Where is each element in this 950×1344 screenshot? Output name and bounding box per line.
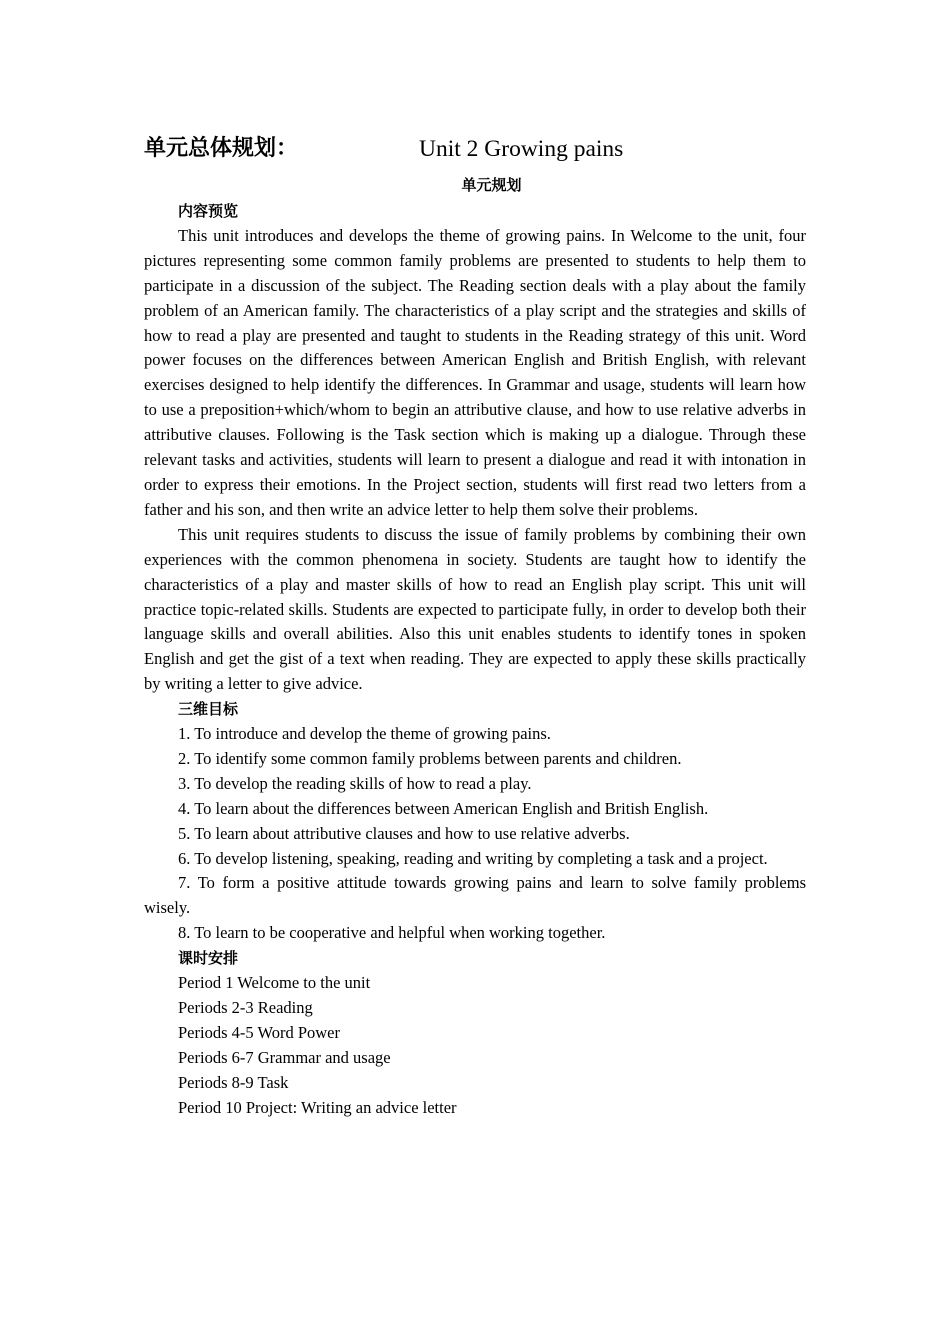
title-row — [144, 132, 806, 166]
objective-item: 8. To learn to be cooperative and helpful when working together. — [178, 923, 606, 943]
period-item: Periods 4-5 Word Power — [178, 1022, 340, 1042]
period-item: Periods 2-3 Reading — [178, 998, 313, 1017]
period-item: Period 1 Welcome to the unit — [178, 973, 371, 993]
objective-item: 5. To learn about attributive clauses and how to use relative adverbs. — [178, 823, 630, 843]
period-item: Period 10 Project: Writing an advice letter — [178, 1097, 457, 1117]
title-chinese: 单元总体规划： — [144, 136, 299, 161]
overview-heading: 内容预览 — [178, 202, 239, 220]
objectives-heading: 三维目标 — [178, 700, 239, 719]
objective-item: 7. To form a positive attitude towards growing pains and learn to solve family problems wisely. — [144, 873, 806, 918]
unit-title: Unit 2 Growing pains — [419, 136, 624, 162]
overview-paragraph-2: This unit requires students to discuss the issue of family problems by combining their own experiences with the common phenomena in society. Students are taught how to identify the characteristics of a play and master skills of how to read an English play script. This unit will practice topic-related skills. Students are expected to participate fully, in order to develop both their language skills and overall abilities. Also this unit enables students to identify tones in spoken English and get the gist of a text when reading. They are expected to apply these skills practically by writing a letter to give advice. — [144, 524, 806, 694]
objective-item: 1. To introduce and develop the theme of growing pains. — [178, 724, 551, 744]
overview-paragraph-1: This unit introduces and develops the theme of growing pains. In Welcome to the unit, four pictures representing some common family problems are presented to students to help them to participate in a discussion of the subject. The Reading section deals with a play about the family problem of an American family. The characteristics of a play script and the strategies and skills of how to read a play are presented and taught to students in the Reading strategy of this unit. Word power focuses on the differences between American English and British English, with relevant exercises designed to help identify the differences. In Grammar and usage, students will learn how to use a preposition+which/whom to begin an attributive clause, and how to use relative adverbs in attributive clauses. Following is the Task section which is making up a dialogue. Through these relevant tasks and activities, students will learn to present a dialogue and read it with intonation in order to express their emotions. In the Project section, students will first read two letters from a father and his son, and then write an advice letter to help them solve their problems. — [144, 225, 806, 519]
schedule-heading: 课时安排 — [178, 949, 239, 968]
period-item: Periods 8-9 Task — [178, 1072, 289, 1092]
objective-item: 6. To develop listening, speaking, reading and writing by completing a task and a project. — [178, 848, 768, 868]
objective-item: 2. To identify some common family problems between parents and children. — [178, 748, 682, 768]
objective-item: 3. To develop the reading skills of how to read a play. — [178, 773, 532, 793]
document-page — [144, 132, 806, 1121]
section-subtitle: 单元规划 — [461, 176, 522, 194]
period-item: Periods 6-7 Grammar and usage — [178, 1047, 391, 1067]
objective-item: 4. To learn about the differences between American English and British English. — [178, 798, 709, 818]
